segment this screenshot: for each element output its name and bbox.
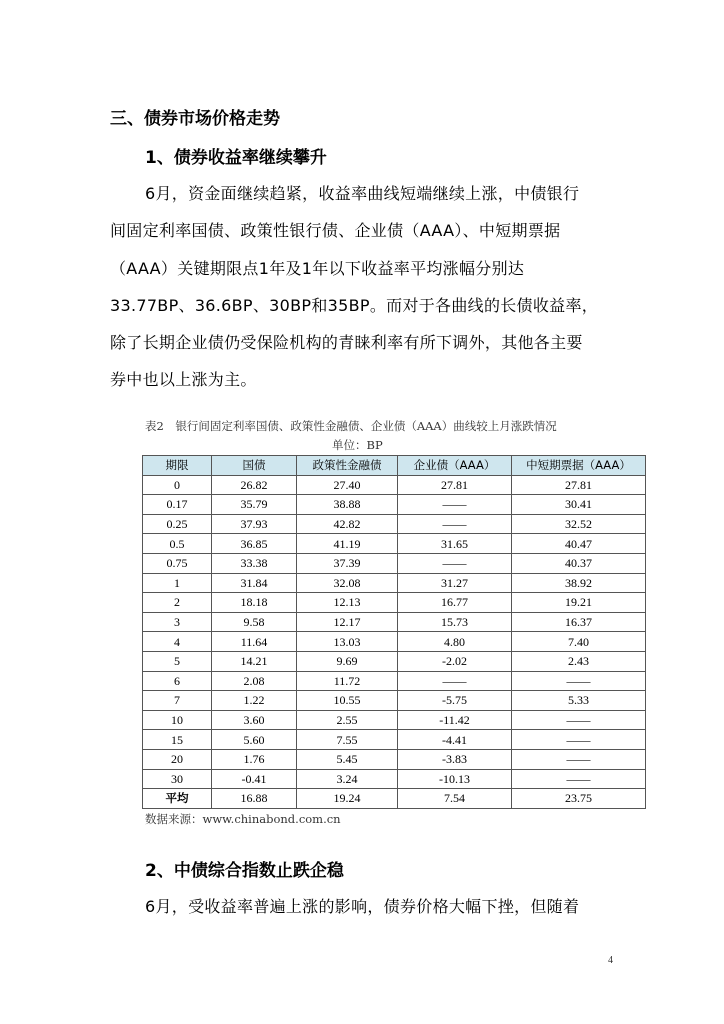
table-row [143, 475, 646, 495]
table-cell: 10 [143, 710, 212, 730]
table-cell: 35.79 [212, 495, 297, 515]
average-row [143, 789, 646, 809]
table-cell: 9.58 [212, 612, 297, 632]
table-cell: -0.41 [212, 769, 297, 789]
yield-change-table [142, 455, 646, 809]
table-cell: 27.81 [512, 475, 646, 495]
table-cell: 1.76 [212, 749, 297, 769]
table-cell: 3.24 [297, 769, 398, 789]
table-cell: 15 [143, 730, 212, 750]
table-cell: 5.33 [512, 691, 646, 711]
table-cell: 27.40 [297, 475, 398, 495]
table-cell: —— [398, 553, 512, 573]
table-cell: 27.81 [398, 475, 512, 495]
section-heading: 三、债券市场价格走势 [110, 109, 280, 129]
table-cell: 31.84 [212, 573, 297, 593]
paragraph-line: 券中也以上涨为主。 [110, 370, 257, 389]
table-cell: 10.55 [297, 691, 398, 711]
table-cell: —— [512, 749, 646, 769]
table-row [143, 632, 646, 652]
table-row [143, 749, 646, 769]
paragraph-line: 33.77BP、36.6BP、30BP和35BP。而对于各曲线的长债收益率， [110, 296, 599, 315]
table-cell: 3 [143, 612, 212, 632]
column-header: 政策性金融债 [297, 456, 398, 476]
subheading-yield-rise: 1、债券收益率继续攀升 [145, 148, 327, 168]
table-cell: 40.47 [512, 534, 646, 554]
table-cell: 平均 [143, 789, 212, 809]
table-cell: 0.5 [143, 534, 212, 554]
table-row [143, 593, 646, 613]
table-cell: 18.18 [212, 593, 297, 613]
table-cell: —— [398, 495, 512, 515]
table-cell: 12.17 [297, 612, 398, 632]
paragraph-line: 间固定利率国债、政策性银行债、企业债（AAA）、中短期票据 [110, 221, 561, 240]
table-cell: 11.64 [212, 632, 297, 652]
table-cell: 26.82 [212, 475, 297, 495]
table-cell: 7.54 [398, 789, 512, 809]
table-row [143, 691, 646, 711]
column-header: 中短期票据（AAA） [512, 456, 646, 476]
table-cell: 7.40 [512, 632, 646, 652]
table-cell: 36.85 [212, 534, 297, 554]
table-cell: -10.13 [398, 769, 512, 789]
table-cell: 0.75 [143, 553, 212, 573]
table-cell: 2.55 [297, 710, 398, 730]
table-cell: 2.08 [212, 671, 297, 691]
table-cell: -5.75 [398, 691, 512, 711]
table-cell: —— [398, 671, 512, 691]
table-cell: 30 [143, 769, 212, 789]
table-row [143, 651, 646, 671]
table-cell: 13.03 [297, 632, 398, 652]
table-cell: 2 [143, 593, 212, 613]
table-cell: 31.65 [398, 534, 512, 554]
paragraph-line: 6月，资金面继续趋紧，收益率曲线短端继续上涨，中债银行 [145, 184, 580, 203]
page-number: 4 [608, 955, 613, 966]
table-cell: 31.27 [398, 573, 512, 593]
table-unit: 单位：BP [332, 438, 383, 452]
paragraph-line: 6月，受收益率普遍上涨的影响，债券价格大幅下挫，但随着 [145, 897, 580, 916]
column-header: 期限 [143, 456, 212, 476]
table-cell: —— [512, 730, 646, 750]
table-cell: 15.73 [398, 612, 512, 632]
table-row [143, 671, 646, 691]
table-cell: 14.21 [212, 651, 297, 671]
table-cell: 32.52 [512, 514, 646, 534]
table-cell: 19.21 [512, 593, 646, 613]
table-cell: 1 [143, 573, 212, 593]
table-cell: 30.41 [512, 495, 646, 515]
table-cell: 5.45 [297, 749, 398, 769]
table-cell: 0.17 [143, 495, 212, 515]
table-cell: 40.37 [512, 553, 646, 573]
table-cell: —— [512, 710, 646, 730]
table-caption: 表2 银行间固定利率国债、政策性金融债、企业债（AAA）曲线较上月涨跌情况 [145, 419, 557, 433]
table-cell: 16.77 [398, 593, 512, 613]
table-row [143, 710, 646, 730]
subheading-index-stabilize: 2、中债综合指数止跌企稳 [145, 861, 344, 881]
table-cell: 7.55 [297, 730, 398, 750]
table-cell: 9.69 [297, 651, 398, 671]
table-cell: 38.92 [512, 573, 646, 593]
table-cell: —— [398, 514, 512, 534]
table-header-row [143, 456, 646, 476]
table-cell: —— [512, 769, 646, 789]
table-cell: 38.88 [297, 495, 398, 515]
table-row [143, 534, 646, 554]
table-cell: 4.80 [398, 632, 512, 652]
column-header: 企业债（AAA） [398, 456, 512, 476]
table-row [143, 730, 646, 750]
table-cell: 7 [143, 691, 212, 711]
table-row [143, 612, 646, 632]
column-header: 国债 [212, 456, 297, 476]
table-row [143, 553, 646, 573]
table-row [143, 514, 646, 534]
table-cell: 37.93 [212, 514, 297, 534]
table-cell: 1.22 [212, 691, 297, 711]
table-cell: 37.39 [297, 553, 398, 573]
table-cell: -2.02 [398, 651, 512, 671]
table-cell: —— [512, 671, 646, 691]
table-cell: 20 [143, 749, 212, 769]
table-cell: 2.43 [512, 651, 646, 671]
table-row [143, 769, 646, 789]
table-cell: 12.13 [297, 593, 398, 613]
table-cell: 0.25 [143, 514, 212, 534]
table-cell: 41.19 [297, 534, 398, 554]
table-cell: 19.24 [297, 789, 398, 809]
table-cell: 42.82 [297, 514, 398, 534]
table-cell: -4.41 [398, 730, 512, 750]
paragraph-line: （AAA）关键期限点1年及1年以下收益率平均涨幅分别达 [110, 259, 525, 278]
table-cell: 5 [143, 651, 212, 671]
table-cell: 11.72 [297, 671, 398, 691]
table-cell: 23.75 [512, 789, 646, 809]
table-row [143, 495, 646, 515]
table-cell: 3.60 [212, 710, 297, 730]
table-row [143, 573, 646, 593]
table-cell: 16.88 [212, 789, 297, 809]
table-cell: 4 [143, 632, 212, 652]
table-cell: -11.42 [398, 710, 512, 730]
table-cell: 33.38 [212, 553, 297, 573]
table-cell: 0 [143, 475, 212, 495]
paragraph-line: 除了长期企业债仍受保险机构的青睐利率有所下调外，其他各主要 [110, 333, 583, 352]
table-cell: 16.37 [512, 612, 646, 632]
table-cell: -3.83 [398, 749, 512, 769]
table-cell: 32.08 [297, 573, 398, 593]
table-cell: 5.60 [212, 730, 297, 750]
table-cell: 6 [143, 671, 212, 691]
data-source: 数据来源：www.chinabond.com.cn [145, 812, 341, 826]
